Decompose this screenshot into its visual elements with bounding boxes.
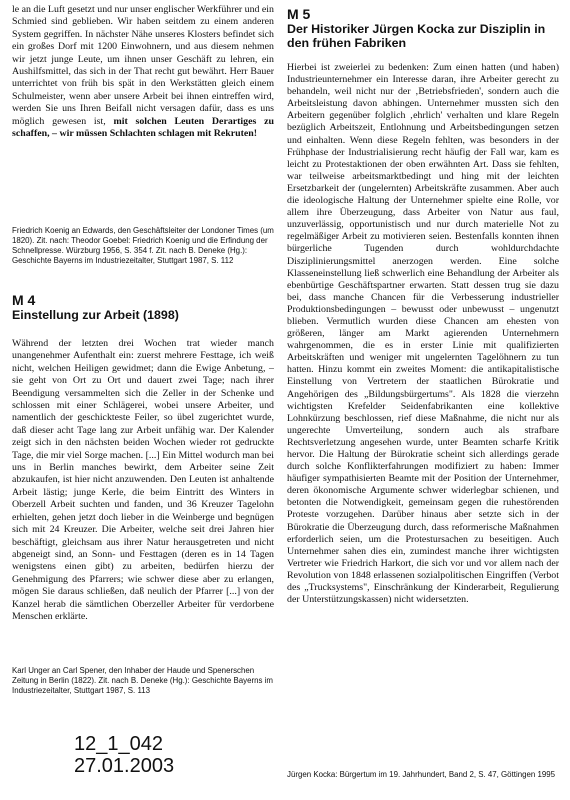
m3-source: Friedrich Koenig an Edwards, den Geschäftsleiter der Londoner Times (um 1820). Zit. nach: Theodor Goebel: Friedrich Koenig und die Erfindung der Schnellpresse. Würzburg 1956, S. 354 f. Zit. nach B. Deneke (Hg.): Geschichte Bayerns im Industriezeitalter, Stuttgart 1987, S. 112 xyxy=(12,226,274,265)
m3-continuation xyxy=(12,4,274,140)
m4-source: Karl Unger an Carl Spener, den Inhaber der Haude und Spenerschen Zeitung in Berlin (1822). Zit. nach B. Deneke (Hg.): Geschichte Bayerns im Industriezeitalter, Stuttgart 1987, S. 113 xyxy=(12,666,273,695)
m3-body xyxy=(12,4,274,140)
archive-stamp xyxy=(74,733,264,777)
m5-title: Der Historiker Jürgen Kocka zur Disziplin in den frühen Fabriken xyxy=(287,22,546,50)
stamp-code: 12_1_042 xyxy=(74,733,163,755)
m5-body: Hierbei ist zweierlei zu bedenken: Zum einen hatten (und haben) Industrieunternehmer ein Interesse daran, ihre Arbeiter gerecht zu behandeln, weil nicht nur der ‚Betriebsfrieden', sondern auch die Arbeitsleistung davon abhingen. Unternehmer mussten sich den Arbeitern gegenüber folglich ‚ehrlich' verhalten und klare Regeln bezüglich Arbeitszeit, Entlohnung und Arbeitsbedingungen setzen und einhalten. Wenn diese Regeln fehlten, was besonders in der Frühphase der Industrialisierung recht häufig der Fall war, kam es leicht zu Protestaktionen der oben erwähnten Art. Dass sie fehlten, war teilweise arbeitsmarktbedingt und hing mit der leichten Ersetzbarkeit der (ungelernten) Arbeitskräfte zusammen. Aber auch die ideologische Haltung der Unternehmer spielte eine Rolle, vor allem ihre Überzeugung, dass Arbeiter von Natur aus faul, unzuverlässig, opportunistisch und nur durch materielle Not zu regelmäßiger Arbeit zu motivieren seien. Bestenfalls konnten ihnen bürgerliche Tugenden durch wohldurchdachte Disziplinierungsmittel anerzogen werden. Eine solche Klasseneinstellung ließ schwerlich eine Behandlung der Arbeiter als ebenbürtige Geschäftspartner erwarten. Statt dessen trug sie dazu bei, dass manche Chancen für die Verbesserung industrieller Produktionsbedingungen – bewusst oder unbewusst – ungenutzt blieben. Vermutlich wurden diese Chancen am ehesten von größeren, länger am Markt agierenden Unternehmern wahrgenommen, die es in erster Linie mit qualifizierten Arbeitskräften und weniger mit ungelernten Tagelöhnern zu tun hatten. Hinzu kommt ein zweites Moment: die antikapitalistische Einstellung von Vertretern der staatlichen Bürokratie und Angehörigen des „Bildungsbürgertums". Als 1828 die vierzehn wichtigsten Krefelder Seidenfabrikanten eine kollektive Lohnkürzung beschlossen, rief diese Maßnahme, die nicht nur als ungerechte Umverteilung, sondern auch als strafbare Rechtsverletzung angesehen wurde, unter Beamten scharfe Kritik hervor. Die Haltung der Bürokratie scheint sich allerdings gerade durch solche Konflikterfahrungen modifiziert zu haben: Immer häufiger sympathisierten Beamte mit der Position der Unternehmer, deren ökonomische Argumente schwer widerlegbar schienen, und betonten die Notwendigkeit, gemeinsam gegen die ruhestörenden Proteste vorzugehen. Darüber hinaus aber setzte sich in der Bürokratie die Überzeugung durch, dass reformerische Maßnahmen erforderlich seien, um die Protestursachen zu beseitigen. Auch Unternehmer sahen dies ein, zumindest manche ihrer wichtigsten Vertreter wie Friedrich Harkort, die sich vor und vor allem nach der Revolution von 1848 erlassenen sozialpolitischen Eingriffen (Verbot des „Trucksystems", Einschränkung der Kinderarbeit, Regulierung der Unterstützungskassen) nicht widersetzten. xyxy=(287,62,559,606)
m4-body: Während der letzten drei Wochen trat wieder manch unangenehmer Aufenthalt ein: zuerst mehrere Festtage, ich weiß nicht, welchen Heiligen gewidmet; dann die Ewige Anbetung, – sie geht von Ort zu Ort und dauert zwei Tage; nach ihrer Beendigung versammelten sich die Zeller in der Schenke und schlossen mit einer Schlägerei, wobei unsere Arbeiter, und namentlich der geschickteste Feiler, so übel zugerichtet wurde, daß dieser acht Tage lang zur Arbeit unfähig war. Der Kalender zeigt sich in den nächsten beiden Wochen wieder rot gedruckte Tage, die mir viel Sorge machen. [...] Ein Mittel wodurch man bei uns in Berlin manches bewirkt, dem Arbeiter seine Zeit abzukaufen, ist hier nicht anzuwenden. Den Leuten ist anhaltende Arbeit lästig; junge Kerle, die beim Eintritt des Winters in Oberzell Arbeit suchten und fanden, und 36 Kreuzer Tagelohn erhielten, gehen jetzt doch lieber in die Weinberge und begnügen sich mit 24 Kreuzer. Die Arbeiter, welche seit drei Jahren hier beschäftigt, gleichsam aus ihrer Natur herausgetreten und nicht abgeneigt sind, an Sonn- und Festtagen (deren es in 14 Tagen wenigstens einen gibt) zu arbeiten, bedürfen hierzu der Genehmigung des Pfarrers; wie schwer diese aber zu erlangen, mögen Sie daraus schließen, daß neulich der Pfarrer [...] von der Kanzel herab die sämtlichen Oberzeller Arbeiter für verdorbene Menschen erklärte. xyxy=(12,338,274,622)
m4-title: Einstellung zur Arbeit (1898) xyxy=(12,308,179,322)
m4-section xyxy=(12,292,274,322)
m5-section xyxy=(287,6,559,50)
stamp-date: 27.01.2003 xyxy=(74,755,175,777)
m3-body-text: le an die Luft gesetzt und nur unser englischer Werkführer und ein Schmied sind geblieben. Wir haben seitdem zu einem anderen System gegriffen. In nächster Nähe unseres Klosters befindet sich ein großes Dorf mit 1200 Einwohnern, und aus diesem nehmen wir jetzt junge Leute, um ihnen unser Geschäft zu lehren, ein Aushilfsmittel, das sich in der That recht gut bewährt. Herr Bauer unterrichtet von früh bis spät in den Werkstätten gleich einem Schulmeister, wenn aber unsere Arbeit bei ihnen eintreffen wird, werden Sie uns Ihren Beifall nicht versagen dafür, dass es uns möglich gewesen ist, xyxy=(12,4,274,127)
m3-body-bold: mit solchen Leuten Derartiges zu schaffen, – wir müssen Schlachten schlagen mit Rekruten! xyxy=(12,115,274,140)
m4-label: M 4 xyxy=(12,292,36,308)
m5-source: Jürgen Kocka: Bürgertum im 19. Jahrhundert, Band 2, S. 47, Göttingen 1995 xyxy=(287,770,556,779)
m5-label: M 5 xyxy=(287,6,311,22)
